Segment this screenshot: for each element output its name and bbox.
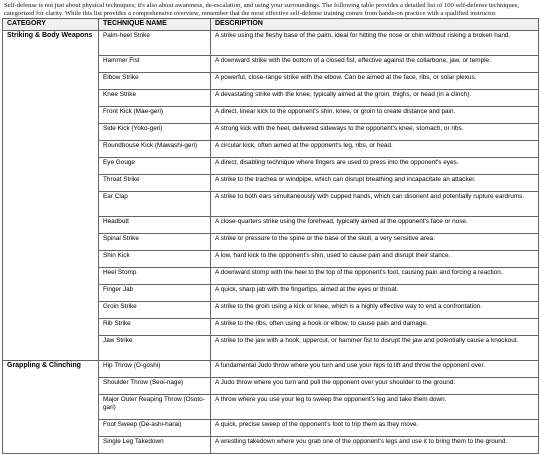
- technique-name-cell: Shin Kick: [99, 251, 211, 268]
- description-cell: A devastating strike with the knee, typically aimed at the groin, thighs, or head (in a clinch).: [211, 90, 539, 107]
- table-row: [3, 31, 539, 56]
- technique-name-cell: Rib Strike: [99, 319, 211, 336]
- technique-name-cell: Side Kick (Yoko-geri): [99, 124, 211, 141]
- description-cell: A strike to the jaw with a hook, uppercut, or hammer fist to disrupt the jaw and potentially cause a knockout.: [211, 336, 539, 361]
- description-cell: A strike using the fleshy base of the palm, ideal for hitting the nose or chin without risking a broken hand.: [211, 31, 539, 56]
- category-cell: Grappling & Clinching: [3, 361, 99, 454]
- technique-name-cell: Hammer Fist: [99, 56, 211, 73]
- description-cell: A strike to both ears simultaneously with cupped hands, which can disorient and potentially rupture eardrums.: [211, 192, 539, 217]
- technique-name-cell: Finger Jab: [99, 285, 211, 302]
- header-description: DESCRIPTION: [211, 19, 539, 31]
- description-cell: A strike to the groin using a kick or knee, which is a highly effective way to end a confrontation.: [211, 302, 539, 319]
- description-cell: A direct, disabling technique where fingers are used to press into the opponent's eyes.: [211, 158, 539, 175]
- technique-name-cell: Shoulder Throw (Seoi-nage): [99, 378, 211, 395]
- techniques-table: [2, 18, 539, 454]
- header-technique-name: TECHNIQUE NAME: [99, 19, 211, 31]
- technique-name-cell: Palm-heel Strike: [99, 31, 211, 56]
- technique-name-cell: Elbow Strike: [99, 73, 211, 90]
- description-cell: A circular kick, often aimed at the opponent's leg, ribs, or head.: [211, 141, 539, 158]
- table-header-row: [3, 19, 539, 31]
- technique-name-cell: Knee Strike: [99, 90, 211, 107]
- technique-name-cell: Spinal Strike: [99, 234, 211, 251]
- table-row: [3, 361, 539, 378]
- technique-name-cell: Throat Strike: [99, 175, 211, 192]
- description-cell: A strike to the trachea or windpipe, which can disrupt breathing and incapacitate an attacker.: [211, 175, 539, 192]
- technique-name-cell: Hip Throw (O-goshi): [99, 361, 211, 378]
- technique-name-cell: Ear Clap: [99, 192, 211, 217]
- technique-name-cell: Headbutt: [99, 217, 211, 234]
- description-cell: A strong kick with the heel, delivered sideways to the opponent's knee, stomach, or ribs.: [211, 124, 539, 141]
- description-cell: A fundamental Judo throw where you turn and use your hips to lift and throw the opponent over.: [211, 361, 539, 378]
- intro-paragraph: Self-defense is not just about physical techniques; it's also about awareness, de-escalation, and using your surroundings. The following table provides a detailed list of 100 self-defense techniques, categorized for clarity. While this list provides a comprehensive overview, remember that the most effective self-defense training comes from hands-on practice with a qualified instructor.: [4, 2, 519, 17]
- description-cell: A direct, linear kick to the opponent's shin, knee, or groin to create distance and pain.: [211, 107, 539, 124]
- description-cell: A low, hard kick to the opponent's shin, used to cause pain and disrupt their stance.: [211, 251, 539, 268]
- technique-name-cell: Foot Sweep (De-ashi-harai): [99, 420, 211, 437]
- description-cell: A wrestling takedown where you grab one of the opponent's legs and use it to bring them to the ground.: [211, 437, 539, 454]
- description-cell: A downward strike with the bottom of a closed fist, effective against the collarbone, jaw, or temple.: [211, 56, 539, 73]
- description-cell: A quick, sharp jab with the fingertips, aimed at the eyes or throat.: [211, 285, 539, 302]
- category-cell: Striking & Body Weapons: [3, 31, 99, 361]
- description-cell: A strike or pressure to the spine or the base of the skull, a very sensitive area.: [211, 234, 539, 251]
- description-cell: A strike to the ribs, often using a hook or elbow, to cause pain and damage.: [211, 319, 539, 336]
- technique-name-cell: Single Leg Takedown: [99, 437, 211, 454]
- description-cell: A quick, precise sweep of the opponent's foot to trip them as they move.: [211, 420, 539, 437]
- description-cell: A close-quarters strike using the forehead, typically aimed at the opponent's face or nose.: [211, 217, 539, 234]
- technique-name-cell: Eye Gouge: [99, 158, 211, 175]
- technique-name-cell: Heel Stomp: [99, 268, 211, 285]
- description-cell: A downward stomp with the heel to the top of the opponent's foot, causing pain and forcing a reaction.: [211, 268, 539, 285]
- technique-name-cell: Groin Strike: [99, 302, 211, 319]
- technique-name-cell: Major Outer Reaping Throw (Osoto-gari): [99, 395, 211, 420]
- technique-name-cell: Jaw Strike: [99, 336, 211, 361]
- description-cell: A Judo throw where you turn and pull the opponent over your shoulder to the ground.: [211, 378, 539, 395]
- technique-name-cell: Front Kick (Mae-geri): [99, 107, 211, 124]
- technique-name-cell: Roundhouse Kick (Mawashi-geri): [99, 141, 211, 158]
- description-cell: A powerful, close-range strike with the elbow. Can be aimed at the face, ribs, or solar plexus.: [211, 73, 539, 90]
- description-cell: A throw where you use your leg to sweep the opponent's leg and take them down.: [211, 395, 539, 420]
- table-body: [3, 31, 539, 454]
- header-category: CATEGORY: [3, 19, 99, 31]
